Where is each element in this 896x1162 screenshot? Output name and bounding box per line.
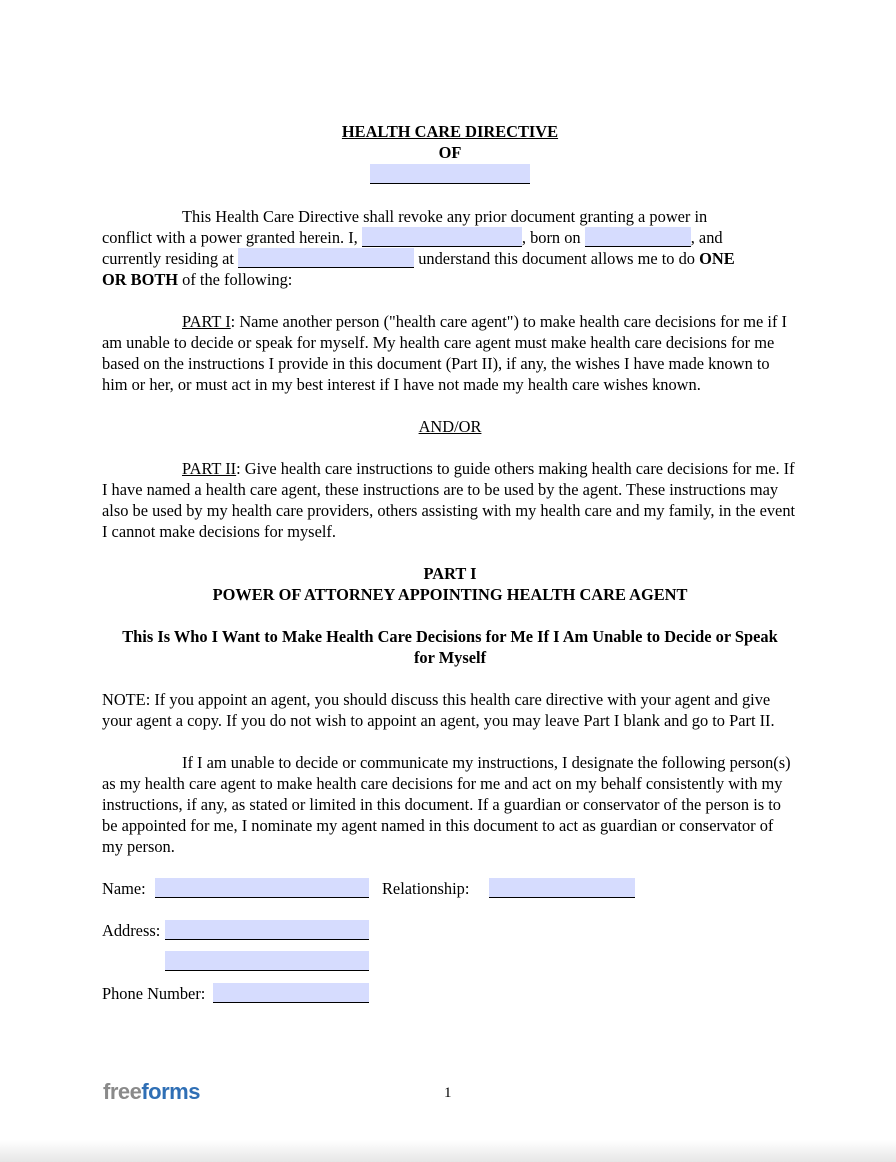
page-number: 1: [444, 1085, 452, 1101]
principal-name-field[interactable]: [370, 164, 530, 184]
address-line2-field[interactable]: [165, 951, 369, 971]
full-name-field[interactable]: [362, 227, 522, 247]
phone-row: [102, 983, 798, 1004]
part2-summary-label: PART II: [182, 459, 237, 478]
viewer-bottom-edge: [0, 1140, 896, 1162]
document-page: [102, 121, 798, 1004]
name-row: [102, 878, 798, 899]
residence-field[interactable]: [238, 248, 414, 268]
title-block: [102, 121, 798, 185]
designation-paragraph: If I am unable to decide or communicate my instructions, I designate the following person(s) as my health care agent to make health care decisions for me and act on my behalf consistently with my instructions, if any, as stated or limited in this document. If a guardian or conservator of the person is to be appointed for me, I nominate my agent named in this document to act as guardian or conservator of my person.: [102, 753, 791, 856]
and-or-divider: AND/OR: [418, 417, 482, 436]
agent-name-field[interactable]: [155, 878, 369, 898]
part1-heading: PART I POWER OF ATTORNEY APPOINTING HEALTH CARE AGENT: [212, 564, 688, 604]
address-row: [102, 920, 798, 941]
relationship-label: Relationship:: [382, 879, 470, 898]
birth-date-field[interactable]: [585, 227, 691, 247]
document-title-of: OF: [438, 143, 462, 162]
phone-field[interactable]: [213, 983, 369, 1003]
part1-summary-paragraph: PART I: Name another person ("health care agent") to make health care decisions for me if I am unable to decide or speak for myself. My health care agent must make health care decisions for me based on the instructions I provide in this document (Part II), if any, the wishes I have made known to him or her, or must act in my best interest if I have not made my health care wishes known.: [102, 312, 787, 394]
note-paragraph: NOTE: If you appoint an agent, you should discuss this health care directive with your agent and give your agent a copy. If you do not wish to appoint an agent, you may leave Part I blank and go to Part II.: [102, 690, 775, 730]
address-row-2: [102, 951, 798, 972]
relationship-field[interactable]: [489, 878, 635, 898]
name-label: Name:: [102, 879, 146, 898]
intro-paragraph: This Health Care Directive shall revoke any prior document granting a power in conflict with a power granted herein. I, , born on , and currently residing at understand this document allows me to do ONE OR BOTH of the following:: [102, 207, 735, 289]
part2-summary-paragraph: PART II: Give health care instructions to guide others making health care decisions for me. If I have named a health care agent, these instructions are to be used by the agent. These instructions may also be used by my health care providers, others assisting with my health care and my family, in the event I cannot make decisions for myself.: [102, 459, 796, 541]
part1-subheading: This Is Who I Want to Make Health Care Decisions for Me If I Am Unable to Decide or Speak for Myself: [122, 627, 778, 667]
freeforms-logo: freeforms: [103, 1079, 200, 1104]
document-title: HEALTH CARE DIRECTIVE: [341, 122, 559, 141]
phone-label: Phone Number:: [102, 984, 206, 1003]
address-label: Address:: [102, 921, 161, 940]
part1-summary-label: PART I: [182, 312, 231, 331]
address-line1-field[interactable]: [165, 920, 369, 940]
